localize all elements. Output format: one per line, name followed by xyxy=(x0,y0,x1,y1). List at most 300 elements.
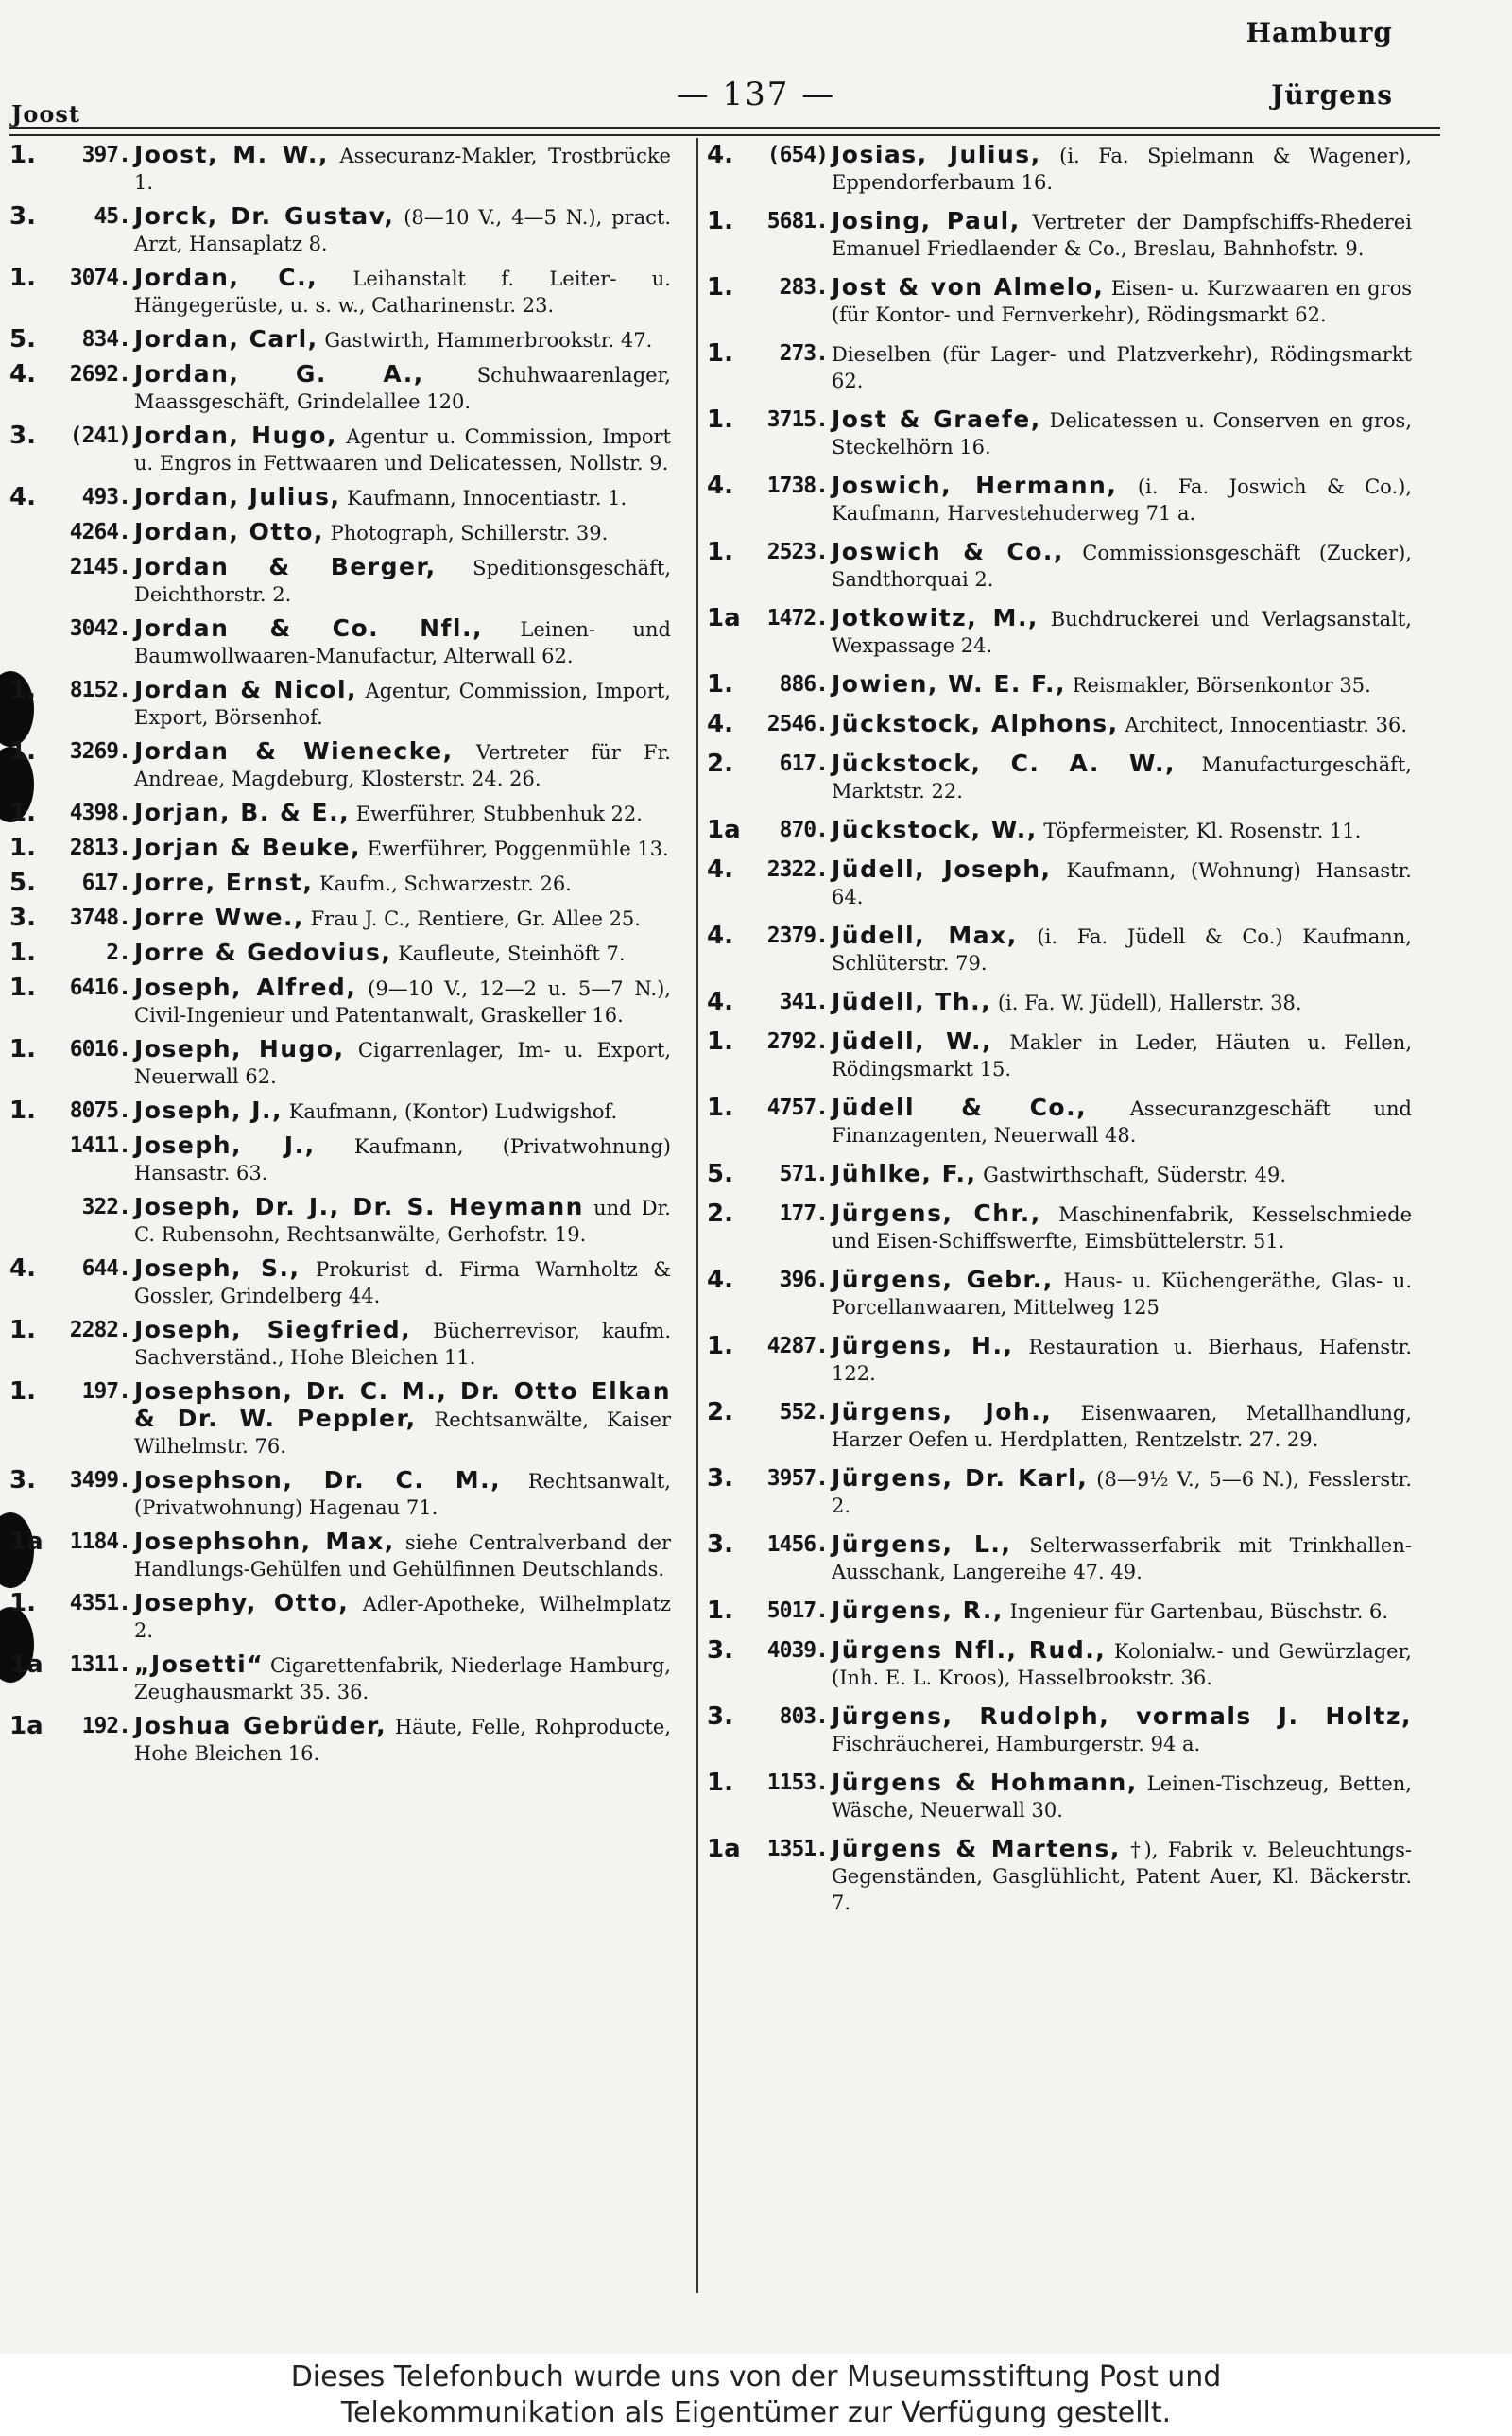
directory-entry xyxy=(9,1378,671,1460)
subscriber-name: Josing, Paul, xyxy=(832,207,1021,234)
subscriber-details: Eisenwaaren, Metallhandlung, Harzer Oefen u. Herdplatten, Rentzelstr. 27. 29. xyxy=(832,1402,1412,1451)
subscriber-name: Jürgens, H., xyxy=(832,1332,1014,1359)
phone-number: (654) xyxy=(766,143,828,167)
header-right-keyword: Jürgens xyxy=(1271,79,1393,111)
phone-number: 1311. xyxy=(69,1652,130,1677)
directory-entry xyxy=(9,265,671,319)
exchange-zone: 1a xyxy=(707,816,741,844)
subscriber-details: siehe Centralverband der Handlungs-Gehülfen und Gehülfinnen Deutschlands. xyxy=(134,1531,671,1581)
footer-line-1: Dieses Telefonbuch wurde uns von der Museumsstiftung Post und xyxy=(290,2360,1222,2393)
exchange-zone: 1. xyxy=(707,1094,733,1122)
subscriber-details: (8—9½ V., 5—6 N.), Fesslerstr. 2. xyxy=(832,1468,1412,1517)
exchange-zone: 4. xyxy=(9,1254,36,1283)
directory-entry xyxy=(9,142,671,196)
phone-number: 4264. xyxy=(69,520,130,544)
phone-number: 2282. xyxy=(69,1318,130,1342)
directory-entry xyxy=(707,711,1412,738)
phone-number: 4757. xyxy=(766,1096,828,1120)
subscriber-details: Reismakler, Börsenkontor 35. xyxy=(1072,674,1371,697)
exchange-zone: 3. xyxy=(707,1530,733,1559)
directory-entry xyxy=(707,1267,1412,1321)
subscriber-name: Jüdell, W., xyxy=(832,1028,993,1055)
subscriber-details: Rechtsanwälte, Kaiser Wilhelmstr. 76. xyxy=(134,1408,671,1458)
subscriber-name: „Josetti“ xyxy=(134,1650,265,1678)
subscriber-details: Kolonialw.- und Gewürzlager, (Inh. E. L. Kroos), Hasselbrookstr. 36. xyxy=(832,1640,1412,1689)
subscriber-name: Jordan & Co. Nfl., xyxy=(134,614,483,642)
directory-entry xyxy=(9,484,671,511)
subscriber-details: Restauration u. Bierhaus, Hafenstr. 122. xyxy=(832,1336,1412,1385)
phone-number: 617. xyxy=(779,752,828,776)
phone-number: 2546. xyxy=(766,712,828,736)
subscriber-details: Makler in Leder, Häuten u. Fellen, Rödingsmarkt 15. xyxy=(832,1031,1412,1080)
header-rule-double xyxy=(9,134,1440,136)
subscriber-name: Jürgens, Gebr., xyxy=(832,1266,1054,1293)
exchange-zone: 1a xyxy=(9,1650,43,1679)
exchange-zone: 1. xyxy=(707,406,733,434)
phone-number: 2. xyxy=(106,941,130,965)
subscriber-details: Bücherrevisor, kaufm. Sachverständ., Hohe Bleichen 11. xyxy=(134,1320,671,1369)
subscriber-details: Assecuranz-Makler, Trostbrücke 1. xyxy=(134,145,671,194)
exchange-zone: 5. xyxy=(707,1160,733,1188)
subscriber-name: Joswich, Hermann, xyxy=(832,472,1118,499)
subscriber-name: Jüdell & Co., xyxy=(832,1094,1088,1121)
phone-number: 396. xyxy=(779,1268,828,1292)
subscriber-name: Josephson, Dr. C. M., Dr. Otto Elkan & Dr. W. Peppler, xyxy=(134,1377,671,1432)
footer-notice xyxy=(0,2354,1512,2436)
subscriber-details: Frau J. C., Rentiere, Gr. Allee 25. xyxy=(310,907,641,930)
directory-entry xyxy=(9,1651,671,1705)
phone-number: 3269. xyxy=(69,739,130,764)
header-left-keyword: Joost xyxy=(11,100,80,128)
subscriber-name: Jürgens Nfl., Rud., xyxy=(832,1636,1107,1664)
phone-number: (241) xyxy=(69,423,130,448)
subscriber-name: Joswich & Co., xyxy=(832,538,1064,565)
directory-entry xyxy=(9,738,671,792)
directory-entry xyxy=(9,940,671,967)
subscriber-name: Josephsohn, Max, xyxy=(134,1528,395,1555)
phone-number: 341. xyxy=(779,990,828,1014)
phone-number: 2145. xyxy=(69,555,130,579)
phone-number: 1456. xyxy=(766,1532,828,1557)
exchange-zone: 5. xyxy=(9,325,36,354)
exchange-zone: 1a xyxy=(707,604,741,632)
subscriber-details: Delicatessen u. Conserven en gros, Steckelhörn 16. xyxy=(832,409,1412,458)
header-rule xyxy=(9,127,1440,129)
subscriber-name: Joseph, Siegfried, xyxy=(134,1316,412,1343)
directory-entry xyxy=(9,1132,671,1186)
subscriber-name: Jürgens, Rudolph, vormals J. Holtz, xyxy=(832,1702,1412,1730)
directory-entry xyxy=(9,423,671,476)
subscriber-name: Joseph, Hugo, xyxy=(134,1035,345,1063)
subscriber-details: Leinen-Tischzeug, Betten, Wäsche, Neuerwall 30. xyxy=(832,1772,1412,1822)
phone-number: 3715. xyxy=(766,407,828,432)
subscriber-name: Jordan, Hugo, xyxy=(134,422,337,449)
directory-entry xyxy=(707,817,1412,844)
exchange-zone: 4. xyxy=(707,472,733,500)
subscriber-name: Jost & Graefe, xyxy=(832,406,1041,433)
phone-number: 644. xyxy=(81,1256,130,1281)
subscriber-name: Joost, M. W., xyxy=(134,141,329,168)
subscriber-details: Häute, Felle, Rohproducte, Hohe Bleichen 16. xyxy=(134,1716,672,1765)
directory-entry xyxy=(707,1028,1412,1082)
exchange-zone: 4. xyxy=(707,922,733,950)
exchange-zone: 1. xyxy=(9,1035,36,1063)
directory-entry xyxy=(707,340,1412,394)
exchange-zone: 1. xyxy=(9,939,36,967)
phone-number: 2322. xyxy=(766,857,828,882)
subscriber-name: Jowien, W. E. F., xyxy=(832,670,1067,698)
phone-number: 886. xyxy=(779,672,828,697)
subscriber-name: Jordan, Otto, xyxy=(134,518,324,545)
directory-entry xyxy=(707,671,1412,699)
subscriber-details: Vertreter der Dampfschiffs-Rhederei Emanuel Friedlaender & Co., Breslau, Bahnhofstr. 9. xyxy=(832,211,1412,260)
subscriber-details: (9—10 V., 12—2 u. 5—7 N.), Civil-Ingenieur und Patentanwalt, Graskeller 16. xyxy=(134,977,671,1027)
subscriber-details: Cigarrenlager, Im- u. Export, Neuerwall 62. xyxy=(134,1039,672,1088)
subscriber-details: Leihanstalt f. Leiter- u. Hängegerüste, u. s. w., Catharinenstr. 23. xyxy=(134,268,671,317)
subscriber-name: Jordan & Berger, xyxy=(134,553,437,580)
exchange-zone: 3. xyxy=(707,1636,733,1665)
phone-number: 45. xyxy=(94,204,130,229)
directory-entry xyxy=(707,1637,1412,1691)
subscriber-name: Josephy, Otto, xyxy=(134,1589,350,1616)
phone-number: 2379. xyxy=(766,924,828,948)
phone-number: 3042. xyxy=(69,616,130,641)
directory-entry xyxy=(707,1333,1412,1387)
exchange-zone: 1. xyxy=(707,1332,733,1360)
directory-entry xyxy=(707,923,1412,976)
exchange-zone: 1a xyxy=(9,1712,43,1740)
header-city: Hamburg xyxy=(1246,17,1393,48)
subscriber-name: Jordan & Nicol, xyxy=(134,676,358,703)
subscriber-details: Adler-Apotheke, Wilhelmplatz 2. xyxy=(134,1593,671,1642)
page-number: — 137 — xyxy=(676,76,836,113)
subscriber-name: Jückstock, W., xyxy=(832,816,1038,843)
subscriber-name: Jürgens, Joh., xyxy=(832,1398,1053,1425)
subscriber-details: Commissionsgeschäft (Zucker), Sandthorquai 2. xyxy=(832,542,1412,591)
phone-number: 3074. xyxy=(69,266,130,290)
phone-number: 834. xyxy=(81,327,130,352)
subscriber-details: Dieselben (für Lager- und Platzverkehr), Rödingsmarkt 62. xyxy=(832,343,1412,392)
subscriber-name: Jordan & Wienecke, xyxy=(134,737,454,765)
subscriber-details: Kaufmann, (Wohnung) Hansastr. 64. xyxy=(832,859,1412,908)
directory-entry xyxy=(707,1095,1412,1149)
subscriber-details: Leinen- und Baumwollwaaren-Manufactur, Alterwall 62. xyxy=(134,618,671,667)
exchange-zone: 1. xyxy=(9,1589,36,1617)
subscriber-details: (8—10 V., 4—5 N.), pract. Arzt, Hansaplatz 8. xyxy=(134,206,671,255)
subscriber-details: Cigarettenfabrik, Niederlage Hamburg, Zeughausmarkt 35. 36. xyxy=(134,1654,671,1703)
left-column xyxy=(9,142,671,1774)
exchange-zone: 1. xyxy=(707,538,733,566)
subscriber-name: Joshua Gebrüder, xyxy=(134,1712,387,1739)
directory-entry xyxy=(707,1531,1412,1585)
subscriber-name: Jückstock, C. A. W., xyxy=(832,750,1176,777)
subscriber-name: Jotkowitz, M., xyxy=(832,604,1039,631)
phone-number: 4398. xyxy=(69,801,130,825)
subscriber-name: Jürgens & Hohmann, xyxy=(832,1769,1138,1796)
directory-entry xyxy=(707,142,1412,196)
phone-number: 1411. xyxy=(69,1133,130,1158)
subscriber-details: (i. Fa. Spielmann & Wagener), Eppendorferbaum 16. xyxy=(832,145,1412,194)
exchange-zone: 4. xyxy=(707,855,733,884)
phone-number: 8152. xyxy=(69,678,130,702)
exchange-zone: 2. xyxy=(707,1200,733,1228)
subscriber-name: Joseph, J., xyxy=(134,1097,284,1124)
subscriber-details: Ewerführer, Poggenmühle 13. xyxy=(367,838,669,860)
exchange-zone: 1. xyxy=(9,834,36,862)
phone-number: 283. xyxy=(779,275,828,300)
subscriber-name: Jordan, G. A., xyxy=(134,360,424,388)
exchange-zone: 1a xyxy=(707,1835,741,1863)
exchange-zone: 2. xyxy=(707,1398,733,1426)
phone-number: 552. xyxy=(779,1400,828,1425)
subscriber-details: Photograph, Schillerstr. 39. xyxy=(330,522,609,544)
subscriber-details: Buchdruckerei und Verlagsanstalt, Wexpassage 24. xyxy=(832,608,1412,657)
subscriber-details: Eisen- u. Kurzwaaren en gros (für Kontor- und Fernverkehr), Rödingsmarkt 62. xyxy=(832,277,1412,326)
directory-entry xyxy=(707,1836,1412,1916)
subscriber-details: Gastwirth, Hammerbrookstr. 47. xyxy=(324,329,653,352)
directory-entry xyxy=(707,1161,1412,1188)
directory-entry xyxy=(707,473,1412,527)
subscriber-details: (i. Fa. Joswich & Co.), Kaufmann, Harvestehuderweg 71 a. xyxy=(832,475,1412,525)
subscriber-name: Jorjan, B. & E., xyxy=(134,799,351,826)
directory-entry xyxy=(9,1036,671,1090)
exchange-zone: 1a xyxy=(9,1528,43,1556)
phone-number: 2813. xyxy=(69,836,130,860)
subscriber-name: Jühlke, F., xyxy=(832,1160,977,1187)
subscriber-details: Vertreter für Fr. Andreae, Magdeburg, Klosterstr. 24. 26. xyxy=(134,741,671,790)
phone-number: 1472. xyxy=(766,606,828,631)
subscriber-details: Manufacturgeschäft, Marktstr. 22. xyxy=(832,753,1412,803)
exchange-zone: 5. xyxy=(9,869,36,897)
subscriber-name: Joseph, Alfred, xyxy=(134,974,357,1001)
subscriber-details: Architect, Innocentiastr. 36. xyxy=(1125,714,1408,736)
subscriber-details: Schuhwaarenlager, Maassgeschäft, Grindelallee 120. xyxy=(134,364,671,413)
subscriber-details: Prokurist d. Firma Warnholtz & Gossler, Grindelberg 44. xyxy=(134,1258,671,1307)
directory-entry xyxy=(9,361,671,415)
directory-entry xyxy=(9,1467,671,1521)
subscriber-details: und Dr. C. Rubensohn, Rechtsanwälte, Gerhofstr. 19. xyxy=(134,1197,671,1246)
phone-number: 3499. xyxy=(69,1468,130,1493)
exchange-zone: 1. xyxy=(707,207,733,235)
phone-number: 192. xyxy=(81,1714,130,1738)
subscriber-name: Jückstock, Alphons, xyxy=(832,710,1119,737)
subscriber-name: Jürgens, Dr. Karl, xyxy=(832,1464,1089,1492)
subscriber-name: Josephson, Dr. C. M., xyxy=(134,1466,502,1494)
subscriber-details: Maschinenfabrik, Kesselschmiede und Eisen-Schiffswerfte, Eimsbüttelerstr. 51. xyxy=(832,1203,1412,1253)
subscriber-details: Ewerführer, Stubbenhuk 22. xyxy=(355,803,643,825)
directory-entry xyxy=(707,856,1412,910)
subscriber-name: Jürgens, Chr., xyxy=(832,1200,1041,1227)
subscriber-details: Töpfermeister, Kl. Rosenstr. 11. xyxy=(1043,820,1362,842)
phone-number: 5681. xyxy=(766,209,828,233)
subscriber-name: Joseph, S., xyxy=(134,1254,301,1282)
right-column xyxy=(707,142,1412,1928)
phone-number: 870. xyxy=(779,818,828,842)
subscriber-name: Jost & von Almelo, xyxy=(832,273,1105,301)
subscriber-name: Jordan, Carl, xyxy=(134,325,318,353)
subscriber-details: Fischräucherei, Hamburgerstr. 94 a. xyxy=(832,1733,1201,1755)
exchange-zone: 1. xyxy=(9,1097,36,1125)
phone-number: 3957. xyxy=(766,1466,828,1491)
subscriber-details: Assecuranzgeschäft und Finanzagenten, Neuerwall 48. xyxy=(832,1097,1412,1147)
exchange-zone: 3. xyxy=(707,1464,733,1493)
exchange-zone: 4. xyxy=(707,1266,733,1294)
subscriber-details: Selterwasserfabrik mit Trinkhallen-Ausschank, Langereihe 47. 49. xyxy=(832,1534,1412,1583)
exchange-zone: 1. xyxy=(707,273,733,302)
subscriber-details: Kaufmann, Innocentiastr. 1. xyxy=(347,487,627,510)
phone-number: 4287. xyxy=(766,1334,828,1358)
phone-number: 4039. xyxy=(766,1638,828,1663)
subscriber-name: Jüdell, Joseph, xyxy=(832,855,1052,883)
phone-number: 197. xyxy=(81,1379,130,1404)
exchange-zone: 1. xyxy=(707,1597,733,1625)
subscriber-name: Jüdell, Max, xyxy=(832,922,1018,949)
directory-entry xyxy=(707,1201,1412,1254)
exchange-zone: 1. xyxy=(9,974,36,1002)
directory-entry xyxy=(707,539,1412,593)
subscriber-details: Haus- u. Küchengeräthe, Glas- u. Porcellanwaaren, Mittelweg 125 xyxy=(832,1270,1412,1319)
directory-entry xyxy=(9,905,671,932)
exchange-zone: 3. xyxy=(707,1702,733,1731)
subscriber-name: Jürgens & Martens, xyxy=(832,1835,1121,1862)
phone-number: 2523. xyxy=(766,540,828,564)
phone-number: 803. xyxy=(779,1704,828,1729)
directory-entry xyxy=(707,208,1412,262)
directory-entry xyxy=(9,615,671,669)
phone-number: 6416. xyxy=(69,976,130,1000)
exchange-zone: 4. xyxy=(707,988,733,1016)
directory-entry xyxy=(9,1097,671,1125)
phone-number: 2692. xyxy=(69,362,130,387)
subscriber-details: Kaufleute, Steinhöft 7. xyxy=(398,942,626,965)
directory-entry xyxy=(9,203,671,257)
exchange-zone: 1. xyxy=(707,1769,733,1797)
subscriber-name: Jordan, C., xyxy=(134,264,318,291)
directory-entry xyxy=(707,1465,1412,1519)
directory-entry xyxy=(9,554,671,608)
subscriber-name: Jürgens, L., xyxy=(832,1530,1012,1558)
directory-entry xyxy=(707,406,1412,460)
subscriber-details: Kaufmann, (Kontor) Ludwigshof. xyxy=(288,1100,618,1123)
exchange-zone: 1. xyxy=(9,737,36,766)
phone-number: 3748. xyxy=(69,906,130,930)
directory-entry xyxy=(9,1194,671,1248)
footer-line-2: Telekommunikation als Eigentümer zur Verfügung gestellt. xyxy=(340,2396,1172,2429)
directory-entry xyxy=(9,1317,671,1371)
directory-entry xyxy=(707,274,1412,328)
phone-number: 571. xyxy=(779,1162,828,1186)
exchange-zone: 3. xyxy=(9,904,36,932)
subscriber-details: Agentur, Commission, Import, Export, Börsenhof. xyxy=(134,680,671,729)
subscriber-details: Kaufmann, (Privatwohnung) Hansastr. 63. xyxy=(134,1135,671,1184)
directory-entry xyxy=(9,326,671,354)
directory-entry xyxy=(9,1529,671,1582)
directory-entry xyxy=(707,751,1412,804)
exchange-zone: 1. xyxy=(707,670,733,699)
subscriber-name: Joseph, Dr. J., Dr. S. Heymann xyxy=(134,1193,584,1220)
phone-number: 397. xyxy=(81,143,130,167)
subscriber-name: Joseph, J., xyxy=(134,1132,316,1159)
exchange-zone: 1. xyxy=(707,339,733,368)
subscriber-details: (i. Fa. Jüdell & Co.) Kaufmann, Schlüterstr. 79. xyxy=(832,925,1412,975)
exchange-zone: 4. xyxy=(707,710,733,738)
directory-entry xyxy=(9,975,671,1028)
phone-number: 5017. xyxy=(766,1598,828,1623)
column-divider xyxy=(696,138,698,2293)
subscriber-details: (i. Fa. W. Jüdell), Hallerstr. 38. xyxy=(997,992,1302,1014)
subscriber-name: Jordan, Julius, xyxy=(134,483,341,510)
exchange-zone: 1. xyxy=(9,141,36,169)
directory-entry xyxy=(9,677,671,731)
subscriber-name: Josias, Julius, xyxy=(832,141,1041,168)
exchange-zone: 1. xyxy=(9,1316,36,1344)
exchange-zone: 3. xyxy=(9,1466,36,1494)
subscriber-details: †), Fabrik v. Beleuchtungs-Gegenständen, Gasglühlicht, Patent Auer, Kl. Bäckerstr. 7. xyxy=(832,1839,1412,1914)
phone-number: 617. xyxy=(81,871,130,895)
phone-number: 322. xyxy=(81,1195,130,1219)
directory-entry xyxy=(9,800,671,827)
exchange-zone: 3. xyxy=(9,202,36,231)
exchange-zone: 4. xyxy=(9,483,36,511)
directory-entry xyxy=(9,835,671,862)
directory-entry xyxy=(707,1598,1412,1625)
subscriber-details: Ingenieur für Gartenbau, Büschstr. 6. xyxy=(1009,1600,1389,1623)
subscriber-details: Kaufm., Schwarzestr. 26. xyxy=(319,872,572,895)
phone-number: 6016. xyxy=(69,1037,130,1062)
subscriber-name: Jorre & Gedovius, xyxy=(134,939,392,966)
subscriber-name: Jürgens, R., xyxy=(832,1597,1004,1624)
subscriber-details: Speditionsgeschäft, Deichthorstr. 2. xyxy=(134,557,671,606)
exchange-zone: 1. xyxy=(707,1028,733,1056)
directory-entry xyxy=(9,519,671,546)
phone-number: 273. xyxy=(779,341,828,366)
exchange-zone: 2. xyxy=(707,750,733,778)
directory-entry xyxy=(707,989,1412,1016)
subscriber-name: Jorre, Ernst, xyxy=(134,869,314,896)
directory-entry xyxy=(707,1770,1412,1823)
phone-number: 1153. xyxy=(766,1771,828,1795)
directory-entry xyxy=(9,1713,671,1767)
exchange-zone: 1. xyxy=(9,264,36,292)
subscriber-details: Rechtsanwalt, (Privatwohnung) Hagenau 71. xyxy=(134,1470,671,1519)
phone-number: 8075. xyxy=(69,1098,130,1123)
subscriber-details: Gastwirthschaft, Süderstr. 49. xyxy=(983,1164,1287,1186)
exchange-zone: 1. xyxy=(9,1377,36,1406)
subscriber-details: Agentur u. Commission, Import u. Engros in Fettwaaren und Delicatessen, Nollstr. 9. xyxy=(134,425,671,475)
exchange-zone: 4. xyxy=(9,360,36,389)
directory-entry xyxy=(9,1590,671,1644)
subscriber-name: Jorre Wwe., xyxy=(134,904,304,931)
phone-number: 1184. xyxy=(69,1529,130,1554)
directory-entry xyxy=(707,605,1412,659)
subscriber-name: Jorjan & Beuke, xyxy=(134,834,361,861)
directory-entry xyxy=(707,1399,1412,1453)
phone-number: 493. xyxy=(81,485,130,510)
subscriber-name: Jorck, Dr. Gustav, xyxy=(134,202,395,230)
directory-entry xyxy=(707,1703,1412,1757)
phone-number: 2792. xyxy=(766,1029,828,1054)
phone-number: 1738. xyxy=(766,474,828,498)
subscriber-name: Jüdell, Th., xyxy=(832,988,992,1015)
phone-number: 177. xyxy=(779,1201,828,1226)
phone-number: 1351. xyxy=(766,1837,828,1861)
exchange-zone: 1. xyxy=(9,799,36,827)
exchange-zone: 3. xyxy=(9,422,36,450)
directory-entry xyxy=(9,870,671,897)
phone-number: 4351. xyxy=(69,1591,130,1615)
exchange-zone: 1. xyxy=(9,676,36,704)
exchange-zone: 4. xyxy=(707,141,733,169)
